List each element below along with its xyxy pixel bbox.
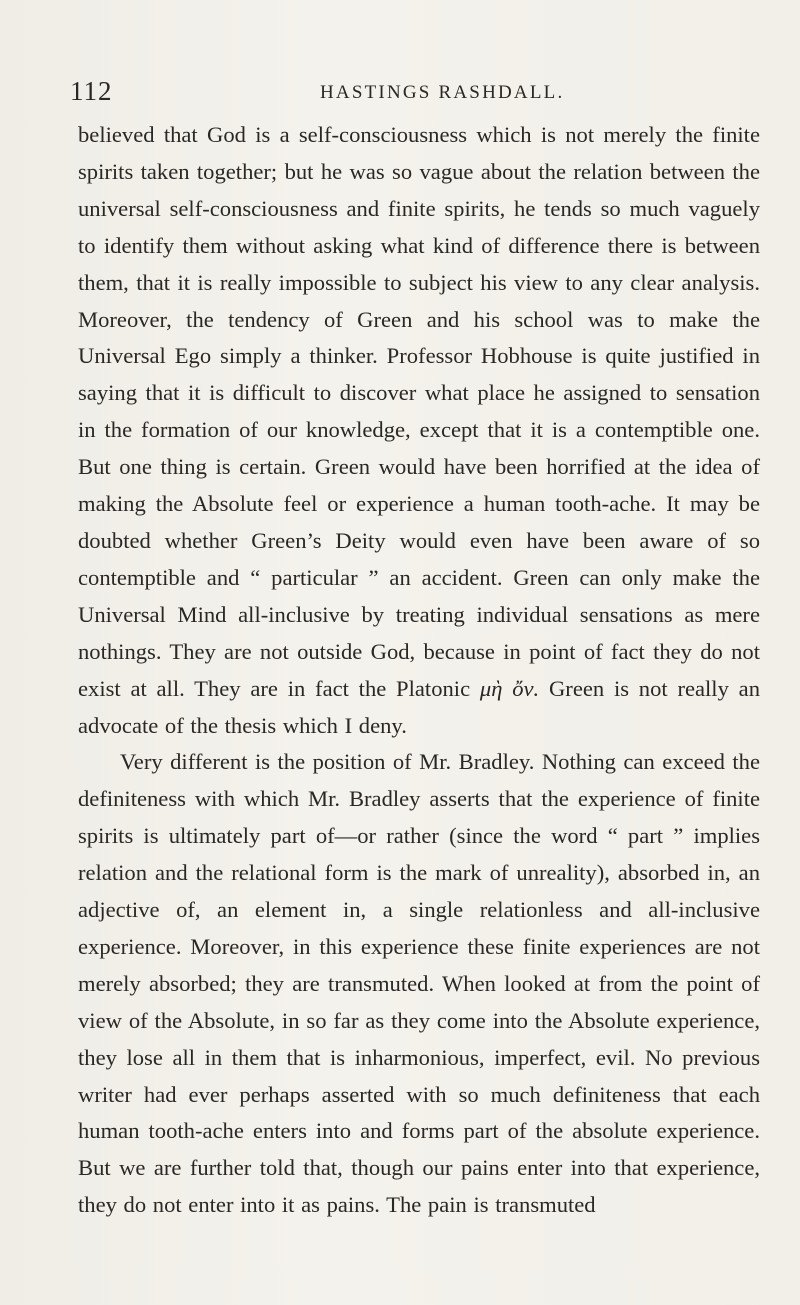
page-number: 112 — [70, 76, 113, 106]
greek-phrase: μὴ ὄν. — [479, 675, 540, 701]
paragraph-2: Very different is the position of Mr. Bradley. Nothing can exceed the definiteness with which Mr. Bradley asserts that the experience of finite spirits is ultimately part of—or rather (since the word “ part ” implies relation and the relational form is the mark of unreality), absorbed in, an adjective of, an element in, a single relationless and all-inclusive experience. Moreover, in this experience these finite experiences are not merely absorbed; they are transmuted. When looked at from the point of view of the Absolute, in so far as they come into the Absolute experience, they lose all in them that is inharmonious, imperfect, evil. No previous writer had ever perhaps asserted with so much definiteness that each human tooth-ache enters into and forms part of the absolute experience. But we are further told that, though our pains enter into that experience, they do not enter into it as pains. The pain is transmuted — [78, 749, 760, 1218]
page-header — [70, 76, 760, 106]
paragraph-1-text-a: believed that God is a self-consciousness which is not merely the finite spirits taken together; but he was so vague about the relation between the universal self-consciousness and finite spirits, he tends so much vaguely to identify them without asking what kind of difference there is between them, that it is really impossible to subject his view to any clear analysis. Moreover, the tendency of Green and his school was to make the Universal Ego simply a thinker. Professor Hobhouse is quite justified in saying that it is difficult to discover what place he assigned to sensation in the formation of our knowledge, except that it is a contemptible one. But one thing is certain. Green would have been horrified at the idea of making the Absolute feel or experience a human tooth-ache. It may be doubted whether Green’s Deity would even have been aware of so contemptible and “ particular ” an accident. Green can only make the Universal Mind all-inclusive by treating individual sensations as mere nothings. They are not outside God, because in point of fact they do not exist at all. They are in fact the Platonic — [78, 122, 760, 701]
paragraph-1-text-b: Green is not really an advocate of the thesis which I deny. — [78, 675, 760, 738]
paragraph-1 — [78, 117, 760, 744]
body-text — [78, 117, 760, 1224]
running-head: HASTINGS RASHDALL. — [320, 82, 565, 103]
